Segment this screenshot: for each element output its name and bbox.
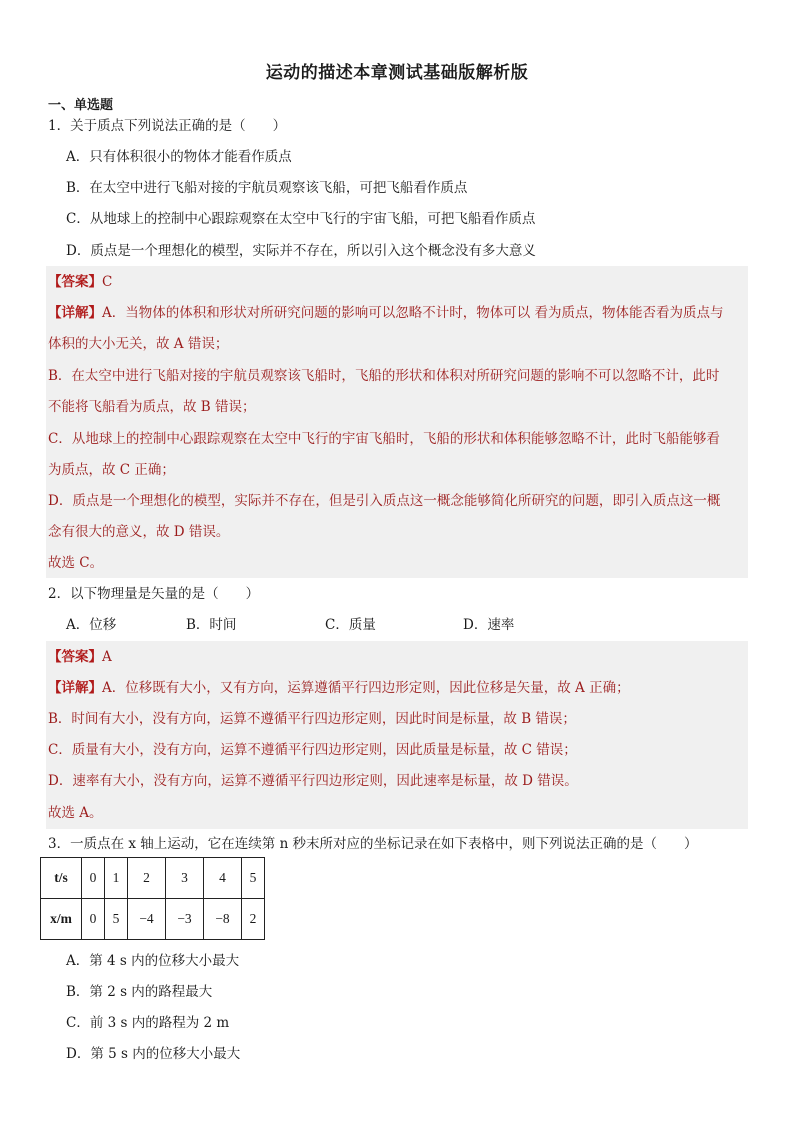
page-title: 运动的描述本章测试基础版解析版 [265, 63, 529, 83]
question-2-conclusion: 故选 A。 [48, 805, 103, 821]
table-row [41, 899, 265, 940]
table-cell: 0 [82, 899, 105, 940]
answer-tag: 【答案】 [48, 274, 102, 290]
question-1-detail-line: D．质点是一个理想化的模型，实际并不存在，但是引入质点这一概念能够简化所研究的问题，即引入质点这一概 [48, 493, 721, 509]
answer-value: A [102, 649, 112, 665]
detail-tag: 【详解】 [48, 680, 102, 696]
table-row [41, 858, 265, 899]
question-1-detail-line: 【详解】A．当物体的体积和形状对所研究问题的影响可以忽略不计时，物体可以 看为质点，物体能否看为质点与 [48, 305, 724, 321]
question-2-option-c: C．质量 [325, 617, 376, 633]
question-2-answer [48, 647, 112, 667]
question-1-detail-line: 不能将飞船看为质点，故 B 错误； [48, 399, 256, 415]
question-2-detail-line: D．速率有大小，没有方向，运算不遵循平行四边形定则，因此速率是标量，故 D 错误。 [48, 773, 578, 789]
question-1-detail-line: 为质点，故 C 正确； [48, 462, 175, 478]
question-1-detail-line: B．在太空中进行飞船对接的宇航员观察该飞船时，飞船的形状和体积对所研究问题的影响不可以忽略不计，此时 [48, 368, 720, 384]
question-2-option-d: D．速率 [463, 617, 515, 633]
question-1-option-a: A．只有体积很小的物体才能看作质点 [66, 149, 292, 165]
question-2-detail-line: B．时间有大小，没有方向，运算不遵循平行四边形定则，因此时间是标量，故 B 错误； [48, 711, 576, 727]
table-cell: 5 [105, 899, 128, 940]
question-3-option-d: D．第 5 s 内的位移大小最大 [66, 1046, 241, 1062]
question-1-answer [48, 272, 112, 292]
table-cell: 2 [128, 858, 166, 899]
detail-tag: 【详解】 [48, 305, 102, 321]
question-1-option-b: B．在太空中进行飞船对接的宇航员观察该飞船，可把飞船看作质点 [66, 180, 468, 196]
question-3-stem: 3．一质点在 x 轴上运动，它在连续第 n 秒末所对应的坐标记录在如下表格中，则下列说法正确的是（ ） [48, 836, 698, 852]
table-cell: −3 [166, 899, 204, 940]
question-2-stem: 2．以下物理量是矢量的是（ ） [48, 586, 260, 602]
question-1-option-c: C．从地球上的控制中心跟踪观察在太空中飞行的宇宙飞船，可把飞船看作质点 [66, 211, 536, 227]
question-1-detail-line: C．从地球上的控制中心跟踪观察在太空中飞行的宇宙飞船时，飞船的形状和体积能够忽略不计，此时飞船能够看 [48, 431, 720, 447]
question-3-option-b: B．第 2 s 内的路程最大 [66, 984, 213, 1000]
question-2-option-a: A．位移 [66, 617, 117, 633]
section-heading: 一、单选题 [48, 98, 114, 113]
table-cell: 4 [204, 858, 242, 899]
question-2-option-b: B．时间 [186, 617, 237, 633]
question-3-option-c: C．前 3 s 内的路程为 2 m [66, 1015, 230, 1031]
question-1-detail-line: 念有很大的意义，故 D 错误。 [48, 524, 230, 540]
answer-tag: 【答案】 [48, 649, 102, 665]
question-1-option-d: D．质点是一个理想化的模型，实际并不存在，所以引入这个概念没有多大意义 [66, 243, 536, 259]
question-1-conclusion: 故选 C。 [48, 555, 104, 571]
table-cell: −8 [204, 899, 242, 940]
table-cell: 5 [242, 858, 265, 899]
coordinate-table [40, 857, 265, 940]
answer-value: C [102, 274, 113, 290]
question-2-detail-line: 【详解】A．位移既有大小，又有方向，运算遵循平行四边形定则，因此位移是矢量，故 A 正确； [48, 680, 630, 696]
table-cell: 0 [82, 858, 105, 899]
question-2-options [66, 615, 666, 635]
table-cell: 3 [166, 858, 204, 899]
question-2-detail-line: C．质量有大小，没有方向，运算不遵循平行四边形定则，因此质量是标量，故 C 错误； [48, 742, 577, 758]
question-1-stem: 1．关于质点下列说法正确的是（ ） [48, 118, 287, 134]
table-cell: 2 [242, 899, 265, 940]
table-cell: 1 [105, 858, 128, 899]
question-1-detail-line: 体积的大小无关，故 A 错误； [48, 336, 229, 352]
table-header-cell: x/m [41, 899, 82, 940]
question-3-option-a: A．第 4 s 内的位移大小最大 [66, 953, 240, 969]
table-cell: −4 [128, 899, 166, 940]
table-header-cell: t/s [41, 858, 82, 899]
question-2-solution [46, 641, 748, 829]
